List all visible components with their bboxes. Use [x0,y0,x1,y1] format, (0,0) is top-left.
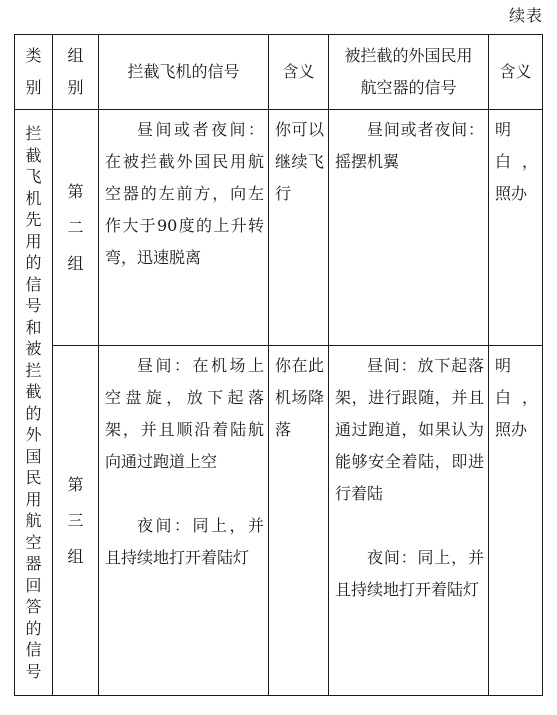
table-row [15,346,543,696]
header-group: 组别 [53,35,99,110]
meaning-cell: 你在此机场降落 [269,346,329,696]
header-meaning-1: 含义 [269,35,329,110]
signal-table [14,34,543,696]
intercept-signal-cell: 昼间：在机场上空盘旋，放下起落架，并且顺沿着陆航向通过跑道上空 夜间：同上，并且持续地打开着陆灯 [99,346,269,696]
response-signal-cell: 昼间：放下起落架，进行跟随，并且通过跑道，如果认为能够安全着陆，即进行着陆 夜间：同上，并且持续地打开着陆灯 [329,346,489,696]
response-signal-cell: 昼间或者夜间：摇摆机翼 [329,110,489,346]
group-cell: 第二组 [53,110,99,346]
group-cell: 第三组 [53,346,99,696]
meaning-cell: 明白，照办 [489,110,543,346]
header-category: 类别 [15,35,53,110]
table-row [15,110,543,346]
header-meaning-2: 含义 [489,35,543,110]
header-intercept-signal: 拦截飞机的信号 [99,35,269,110]
intercept-signal-cell: 昼间或者夜间：在被拦截外国民用航空器的左前方，向左作大于90度的上升转弯，迅速脱离 [99,110,269,346]
header-response-signal: 被拦截的外国民用航空器的信号 [329,35,489,110]
category-cell: 拦截飞机先用的信号和被拦截的外国民用航空器回答的信号 [15,110,53,696]
continued-label: 续表 [508,6,543,25]
header-row [15,35,543,110]
meaning-cell: 你可以继续飞行 [269,110,329,346]
meaning-cell: 明白，照办 [489,346,543,696]
